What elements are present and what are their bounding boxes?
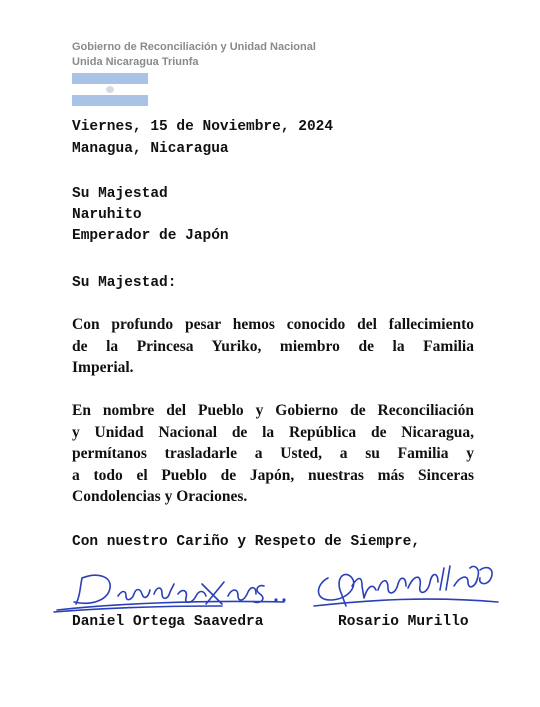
closing-line: Con nuestro Cariño y Respeto de Siempre,: [72, 534, 421, 550]
nicaragua-flag-icon: [72, 73, 148, 106]
letterhead-government: Gobierno de Reconciliación y Unidad Nacional: [72, 41, 316, 53]
letterhead-slogan: Unida Nicaragua Triunfa: [72, 56, 199, 68]
recipient-name: Naruhito: [72, 207, 142, 223]
date-place: [72, 116, 333, 160]
paragraph-line: Imperial.: [72, 359, 134, 376]
paragraph-line: Condolencias y Oraciones.: [72, 488, 248, 505]
letter-date: Viernes, 15 de Noviembre, 2024: [72, 119, 334, 135]
paragraph-message: [72, 400, 474, 508]
paragraph-condolence: [72, 314, 474, 379]
paragraph-line: a todo el Pueblo de Japón, nuestras más Sinceras: [72, 466, 474, 484]
letter-place: Managua, Nicaragua: [72, 141, 229, 157]
paragraph-line: y Unidad Nacional de la República de Nicaragua,: [72, 423, 474, 441]
paragraph-line: de la Princesa Yuriko, miembro de la Familia: [72, 337, 474, 355]
recipient-title: Su Majestad: [72, 186, 168, 202]
paragraph-line: En nombre del Pueblo y Gobierno de Reconciliación: [72, 402, 474, 419]
signatory-ortega: Daniel Ortega Saavedra: [72, 614, 264, 630]
paragraph-line: permítanos trasladarle a Usted, a su Familia y: [72, 445, 474, 462]
letterhead: [72, 40, 316, 70]
signatory-murillo: Rosario Murillo: [338, 614, 469, 630]
recipient-role: Emperador de Japón: [72, 228, 229, 244]
recipient-block: [72, 184, 229, 247]
salutation: Su Majestad:: [72, 275, 177, 291]
signature-ortega: [52, 566, 297, 618]
signature-murillo: [308, 556, 508, 616]
paragraph-line: Con profundo pesar hemos conocido del fallecimiento: [72, 316, 474, 333]
